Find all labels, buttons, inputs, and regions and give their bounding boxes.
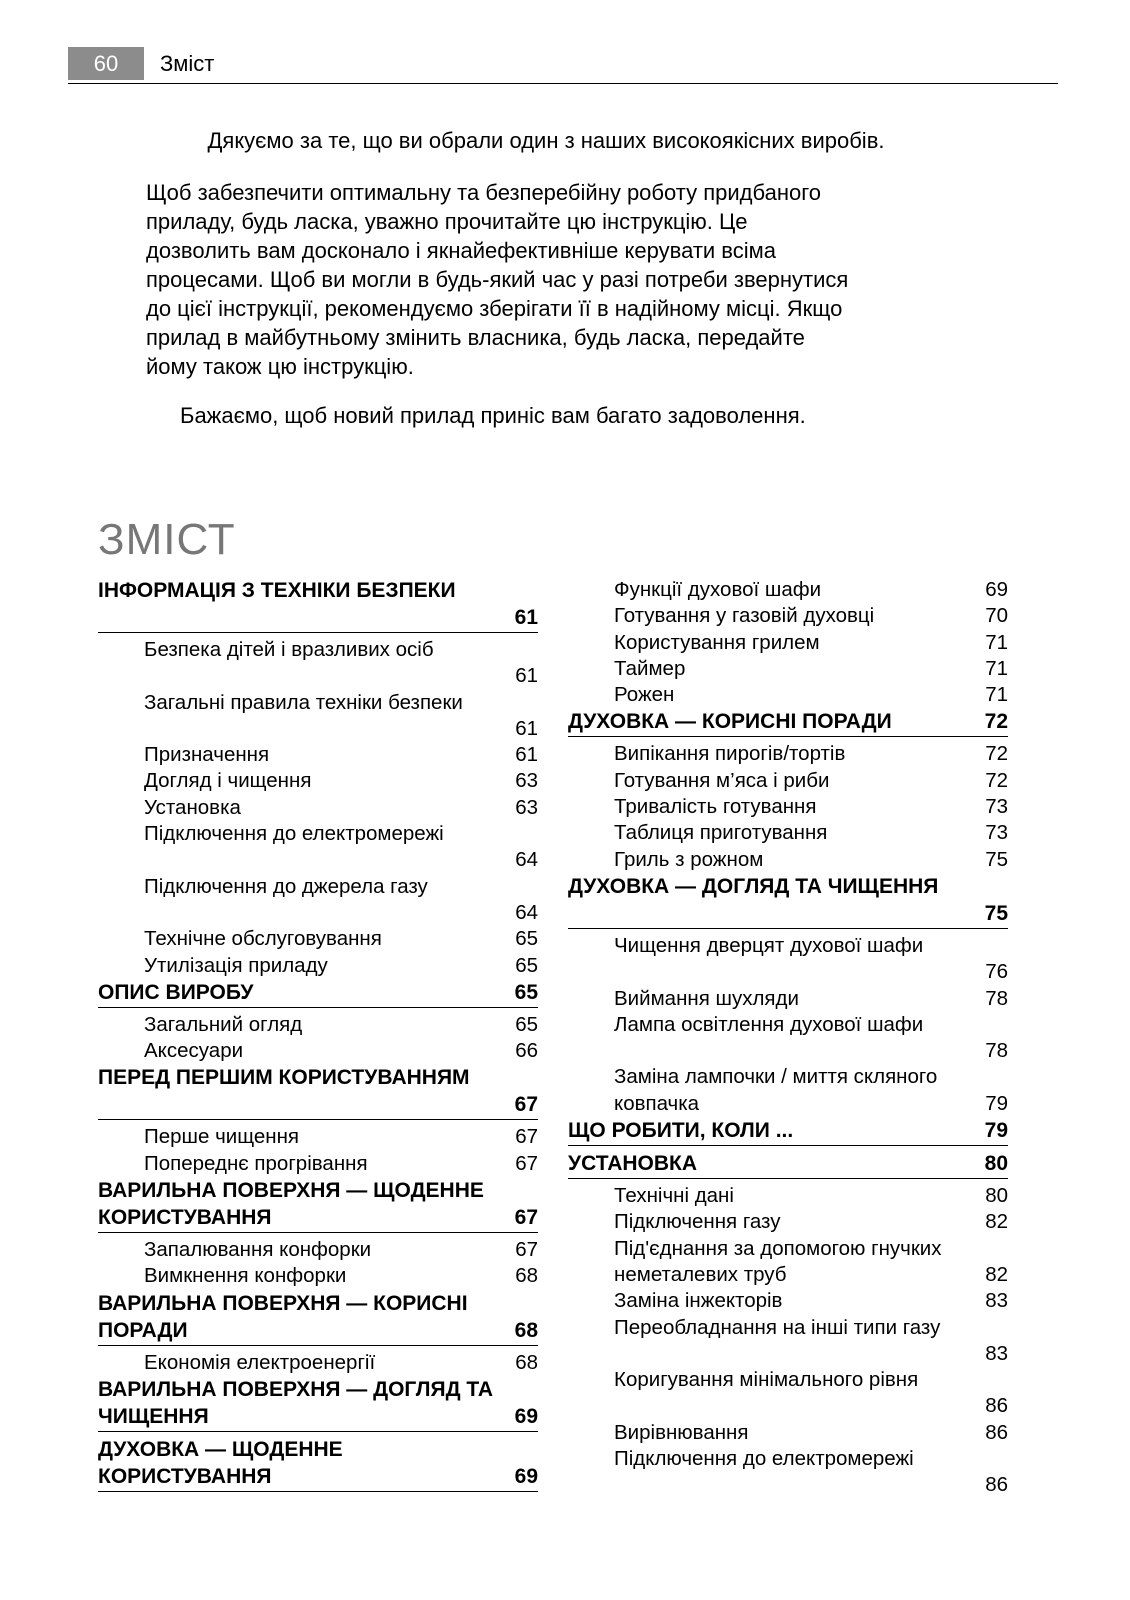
toc-row [144, 1350, 538, 1376]
toc-entry-label: Коригування мінімального рівня [614, 1368, 919, 1392]
toc-entry-label: ДУХОВКА — ЩОДЕННЕ [98, 1437, 343, 1461]
toc-entry-label: Користування грилем [614, 630, 820, 654]
toc-item[interactable] [98, 1038, 538, 1064]
toc-row [614, 847, 1008, 873]
toc-row [144, 742, 538, 768]
toc-entry-label: Призначення [144, 743, 270, 767]
toc-row [144, 795, 538, 821]
toc-section[interactable] [568, 1117, 1008, 1146]
toc-row [568, 1150, 1008, 1177]
toc-row [144, 1237, 538, 1263]
toc-entry-label: ВАРИЛЬНА ПОВЕРХНЯ — ЩОДЕННЕ [98, 1179, 484, 1203]
toc-page-number: 65 [514, 980, 538, 1004]
toc-item[interactable] [98, 1263, 538, 1289]
toc-row [98, 1204, 538, 1231]
page-header [68, 47, 1058, 84]
toc-page-number: 82 [985, 1210, 1008, 1234]
toc-entry-label: Лампа освітлення духової шафи [614, 1012, 924, 1036]
intro-line: приладу, будь ласка, уважно прочитайте цю інструкцію. Це [146, 209, 748, 234]
toc-entry-label: ЧИЩЕННЯ [98, 1404, 209, 1428]
toc-row [614, 1183, 1008, 1209]
toc-page-number: 67 [515, 1125, 538, 1149]
toc-row [614, 1420, 1008, 1446]
toc-item[interactable] [98, 690, 538, 743]
toc-page-number: 73 [985, 795, 1008, 819]
toc-page-number: 67 [514, 1093, 538, 1117]
toc-item[interactable] [568, 1236, 1008, 1289]
toc-item[interactable] [98, 1350, 538, 1376]
toc-item[interactable] [568, 603, 1008, 629]
toc-page-number: 72 [985, 768, 1008, 792]
toc-entry-label: Установка [144, 795, 241, 819]
toc-section[interactable] [98, 1064, 538, 1120]
toc-entry-label: Перше чищення [144, 1125, 299, 1149]
toc-row [144, 1263, 538, 1289]
toc-row [614, 603, 1008, 629]
toc-entry-label: Рожен [614, 683, 675, 707]
toc-item[interactable] [568, 656, 1008, 682]
toc-row [614, 682, 1008, 708]
intro-thanks: Дякуємо за те, що ви обрали один з наших високоякісних виробів. [207, 128, 885, 153]
toc-entry-label: Економія електроенергії [144, 1350, 376, 1374]
toc-page-number: 75 [984, 901, 1008, 925]
toc-section[interactable] [568, 708, 1008, 737]
toc-entry-label: Чищення дверцят духової шафи [614, 933, 924, 957]
toc-row [614, 741, 1008, 767]
toc-title: ЗМІСТ [98, 515, 236, 564]
toc-row [614, 1262, 1008, 1288]
toc-entry-label: КОРИСТУВАННЯ [98, 1206, 272, 1230]
toc-row [144, 768, 538, 794]
toc-page-number: 68 [515, 1350, 538, 1374]
toc-page-number: 67 [514, 1206, 538, 1230]
toc-page-number: 86 [985, 1420, 1008, 1444]
toc-item[interactable] [568, 741, 1008, 767]
intro-wish: Бажаємо, щоб новий прилад приніс вам багато задоволення. [180, 403, 806, 428]
toc-item[interactable] [98, 795, 538, 821]
toc-section[interactable] [98, 1436, 538, 1492]
toc-item[interactable] [98, 1237, 538, 1263]
toc-entry-label: Підключення до електромережі [614, 1447, 914, 1471]
toc-item[interactable] [98, 953, 538, 979]
toc-page-number: 69 [514, 1464, 538, 1488]
toc-left-column [98, 577, 538, 1496]
toc-section[interactable] [568, 1150, 1008, 1179]
toc-page-number: 79 [985, 1091, 1008, 1115]
toc-item[interactable] [568, 1420, 1008, 1446]
toc-item[interactable] [98, 1012, 538, 1038]
toc-page-number: 71 [985, 683, 1008, 707]
toc-page-number: 68 [515, 1264, 538, 1288]
toc-page-number: 67 [515, 1238, 538, 1262]
toc-entry-label: Загальні правила техніки безпеки [144, 690, 463, 714]
toc-right-column [568, 577, 1008, 1499]
intro-line: процесами. Щоб ви могли в будь-який час у разі потреби звернутися [146, 267, 849, 292]
toc-item[interactable] [98, 742, 538, 768]
toc-page-number: 86 [985, 1394, 1008, 1418]
toc-entry-label: Функції духової шафи [614, 578, 822, 601]
toc-section[interactable] [98, 1177, 538, 1233]
toc-item[interactable] [568, 1064, 1008, 1117]
toc-entry-label: Догляд і чищення [144, 769, 312, 793]
toc-item[interactable] [568, 768, 1008, 794]
toc-row [144, 1012, 538, 1038]
toc-page-number: 72 [984, 710, 1008, 734]
toc-row [614, 820, 1008, 846]
toc-entry-label: КОРИСТУВАННЯ [98, 1464, 272, 1488]
toc-entry-label: ОПИС ВИРОБУ [98, 980, 254, 1004]
toc-row [614, 986, 1008, 1012]
toc-entry-label: Запалювання конфорки [144, 1238, 372, 1262]
intro-line: йому також цю інструкцію. [146, 354, 414, 379]
toc-entry-label: Таймер [614, 656, 686, 680]
toc-page-number: 65 [515, 953, 538, 977]
intro-line: прилад в майбутньому змінить власника, будь ласка, передайте [146, 325, 805, 350]
toc-row [614, 768, 1008, 794]
toc-entry-label: Аксесуари [144, 1039, 244, 1063]
toc-entry-label: Безпека дітей і вразливих осіб [144, 638, 434, 661]
toc-row [568, 1117, 1008, 1144]
toc-page-number: 71 [985, 630, 1008, 654]
toc-page-number: 72 [985, 742, 1008, 766]
toc-entry-label: Підключення до електромережі [144, 822, 444, 846]
header-title: Зміст [160, 51, 215, 76]
toc-entry-label: Готування у газовій духовці [614, 604, 875, 628]
toc-entry-label: Технічне обслуговування [144, 927, 382, 951]
toc-row [614, 630, 1008, 656]
toc-entry-label: Вирівнювання [614, 1420, 749, 1444]
toc-page-number: 71 [985, 656, 1008, 680]
toc-row [144, 926, 538, 952]
toc-entry-label: Під'єднання за допомогою гнучких [614, 1236, 942, 1260]
toc-entry-label: ДУХОВКА — ДОГЛЯД ТА ЧИЩЕННЯ [568, 874, 939, 898]
toc-row [98, 1317, 538, 1344]
toc-page-number: 83 [985, 1341, 1008, 1365]
toc-item[interactable] [98, 768, 538, 794]
toc-entry-label: ковпачка [614, 1091, 700, 1115]
toc-page-number: 65 [515, 1012, 538, 1036]
toc-page-number: 78 [985, 986, 1008, 1010]
toc-entry-label: ПОРАДИ [98, 1318, 188, 1342]
toc-row [144, 953, 538, 979]
toc-section[interactable] [98, 979, 538, 1008]
toc-item[interactable] [568, 986, 1008, 1012]
toc-entry-label: Заміна інжекторів [614, 1289, 783, 1313]
toc-page-number: 73 [985, 821, 1008, 845]
toc-page-number: 69 [985, 578, 1008, 601]
toc-page-number: 78 [985, 1039, 1008, 1063]
toc-page-number: 63 [515, 795, 538, 819]
toc-entry-label: ІНФОРМАЦІЯ З ТЕХНІКИ БЕЗПЕКИ [98, 579, 456, 602]
toc-page-number: 69 [514, 1404, 538, 1428]
intro-paragraph [146, 178, 986, 381]
toc-item[interactable] [568, 1367, 1008, 1420]
toc-entry-label: Підключення газу [614, 1210, 781, 1234]
toc-item[interactable] [98, 1124, 538, 1150]
toc-item[interactable] [568, 847, 1008, 873]
toc-entry-label: Попереднє прогрівання [144, 1151, 368, 1175]
toc-entry-label: Переобладнання на інші типи газу [614, 1315, 941, 1339]
toc-section[interactable] [98, 1376, 538, 1432]
intro-line: Щоб забезпечити оптимальну та безперебійну роботу придбаного [146, 180, 821, 205]
toc-item[interactable] [568, 1012, 1008, 1065]
toc-entry-label: ЩО РОБИТИ, КОЛИ ... [568, 1119, 794, 1143]
toc-item[interactable] [98, 874, 538, 927]
toc-entry-label: ПЕРЕД ПЕРШИМ КОРИСТУВАННЯМ [98, 1066, 470, 1090]
toc-entry-label: Загальний огляд [144, 1012, 303, 1036]
toc-page-number: 79 [984, 1119, 1008, 1143]
toc-entry-label: Таблиця приготування [614, 821, 828, 845]
toc-page-number: 61 [514, 606, 538, 629]
toc-entry-label: ВАРИЛЬНА ПОВЕРХНЯ — КОРИСНІ [98, 1291, 468, 1315]
toc-section[interactable] [568, 873, 1008, 929]
toc-entry-label: УСТАНОВКА [568, 1152, 698, 1176]
toc-item[interactable] [568, 933, 1008, 986]
toc-entry-label: Вимкнення конфорки [144, 1264, 347, 1288]
toc-page-number: 67 [515, 1151, 538, 1175]
toc-page-number: 63 [515, 769, 538, 793]
toc-row [614, 656, 1008, 682]
toc-entry-label: Утилізація приладу [144, 953, 328, 977]
toc-entry-label: Виймання шухляди [614, 986, 799, 1010]
toc-page-number: 61 [515, 743, 538, 767]
toc-page-number: 64 [515, 900, 538, 924]
toc-entry-label: ВАРИЛЬНА ПОВЕРХНЯ — ДОГЛЯД ТА [98, 1377, 494, 1401]
toc-page-number: 86 [985, 1473, 1008, 1497]
toc-page-number: 80 [984, 1152, 1008, 1176]
toc-item[interactable] [98, 1151, 538, 1177]
toc-item[interactable] [568, 1315, 1008, 1368]
intro-line: до цієї інструкції, рекомендуємо зберігати її в надійному місці. Якщо [146, 296, 843, 321]
toc-page-number: 61 [515, 664, 538, 688]
toc-row [98, 1403, 538, 1430]
toc-section[interactable] [98, 1290, 538, 1346]
toc-entry-label: Підключення до джерела газу [144, 874, 428, 898]
toc-item[interactable] [568, 820, 1008, 846]
toc-page-number: 61 [515, 716, 538, 740]
toc-page-number: 70 [985, 604, 1008, 628]
toc-entry-label: Заміна лампочки / миття скляного [614, 1065, 938, 1089]
toc-page-number: 80 [985, 1184, 1008, 1208]
toc-page-number: 64 [515, 848, 538, 872]
toc-item[interactable] [568, 630, 1008, 656]
toc-item[interactable] [98, 637, 538, 690]
toc-entry-label: Випікання пирогів/тортів [614, 742, 846, 766]
toc-entry-label: Готування м’яса і риби [614, 768, 830, 792]
toc-row [614, 1209, 1008, 1235]
page-number: 60 [68, 47, 144, 80]
toc-row [614, 1288, 1008, 1314]
intro-line: дозволить вам досконало і якнайефективніше керувати всіма [146, 238, 776, 263]
toc-page-number: 83 [985, 1289, 1008, 1313]
toc-item[interactable] [568, 1183, 1008, 1209]
toc-row [614, 1091, 1008, 1117]
toc-entry-label: Технічні дані [614, 1184, 734, 1208]
toc-page-number: 68 [514, 1318, 538, 1342]
toc-page-number: 65 [515, 927, 538, 951]
toc-item[interactable] [568, 577, 1008, 603]
toc-row [98, 979, 538, 1006]
toc-item[interactable] [568, 1446, 1008, 1499]
toc-row [568, 708, 1008, 735]
toc-item[interactable] [568, 1209, 1008, 1235]
toc-entry-label: неметалевих труб [614, 1262, 787, 1286]
toc-row [614, 577, 1008, 603]
toc-item[interactable] [98, 926, 538, 952]
toc-row [144, 1124, 538, 1150]
toc-row [614, 794, 1008, 820]
toc-page-number: 75 [985, 847, 1008, 871]
toc-item[interactable] [98, 821, 538, 874]
toc-item[interactable] [568, 794, 1008, 820]
toc-entry-label: ДУХОВКА — КОРИСНІ ПОРАДИ [568, 710, 892, 734]
toc-item[interactable] [568, 1288, 1008, 1314]
toc-item[interactable] [568, 682, 1008, 708]
toc-row [144, 1038, 538, 1064]
toc-page-number: 66 [515, 1039, 538, 1063]
toc-page-number: 82 [985, 1262, 1008, 1286]
toc-section[interactable] [98, 577, 538, 633]
toc-row [144, 1151, 538, 1177]
toc-entry-label: Гриль з рожном [614, 847, 764, 871]
toc-row [98, 1463, 538, 1490]
toc-entry-label: Тривалість готування [614, 795, 817, 819]
toc-page-number: 76 [985, 960, 1008, 984]
